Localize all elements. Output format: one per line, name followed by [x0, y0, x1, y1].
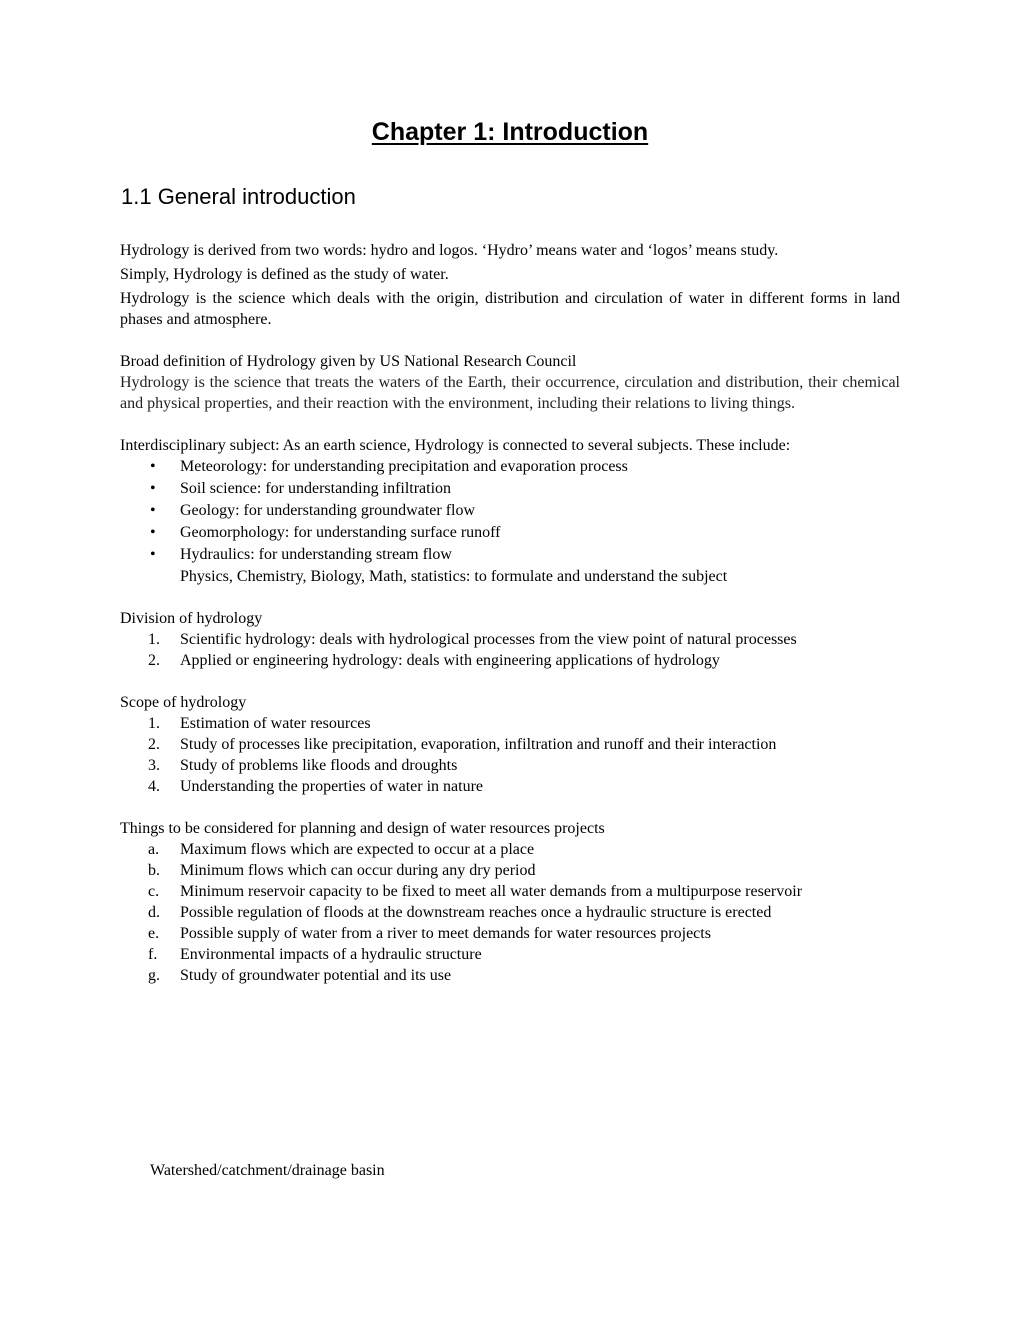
- bullet-icon: •: [150, 524, 156, 541]
- bullet-icon: •: [150, 546, 156, 563]
- list-item: 4. Understanding the properties of water in nature: [148, 778, 484, 795]
- list-item: • Hydraulics: for understanding stream flow: [120, 544, 900, 566]
- bullet-icon: •: [150, 458, 156, 475]
- scope-heading: Scope of hydrology: [120, 694, 247, 711]
- watershed-heading: Watershed/catchment/drainage basin: [150, 1162, 385, 1179]
- interdisciplinary-list: [120, 456, 900, 566]
- list-item: f. Environmental impacts of a hydraulic structure: [148, 946, 482, 963]
- planning-list: [120, 839, 900, 986]
- document-body: [120, 240, 900, 986]
- planning-heading: Things to be considered for planning and design of water resources projects: [120, 820, 605, 837]
- list-item: • Geomorphology: for understanding surface runoff: [120, 522, 900, 544]
- list-item: g. Study of groundwater potential and its use: [148, 967, 452, 984]
- intro-paragraph-1: Hydrology is derived from two words: hydro and logos. ‘Hydro’ means water and ‘logos’ means study.: [120, 242, 779, 259]
- chapter-title: Chapter 1: Introduction: [371, 118, 649, 146]
- list-item: d. Possible regulation of floods at the downstream reaches once a hydraulic structure is erected: [148, 904, 772, 921]
- list-item: • Soil science: for understanding infiltration: [120, 478, 900, 500]
- intro-paragraph-2: Simply, Hydrology is defined as the study of water.: [120, 266, 449, 283]
- interdisciplinary-continuation: Physics, Chemistry, Biology, Math, statistics: to formulate and understand the subject: [180, 568, 728, 585]
- list-item: c. Minimum reservoir capacity to be fixed to meet all water demands from a multipurpose reservoir: [148, 883, 803, 900]
- bullet-icon: •: [150, 480, 156, 497]
- list-item: a. Maximum flows which are expected to occur at a place: [148, 841, 535, 858]
- list-item: 2. Study of processes like precipitation, evaporation, infiltration and runoff and their interaction: [148, 736, 777, 753]
- scope-list: [120, 713, 900, 797]
- definition-heading: Broad definition of Hydrology given by US National Research Council: [120, 353, 577, 370]
- intro-paragraph-3: Hydrology is the science which deals with the origin, distribution and circulation of water in different forms in land phases and atmosphere.: [120, 290, 900, 328]
- list-item: b. Minimum flows which can occur during any dry period: [148, 862, 536, 879]
- section-heading: 1.1 General introduction: [121, 184, 356, 209]
- list-item: e. Possible supply of water from a river to meet demands for water resources projects: [148, 925, 711, 942]
- list-item: 1. Scientific hydrology: deals with hydrological processes from the view point of natural processes: [148, 631, 797, 648]
- list-item: 2. Applied or engineering hydrology: deals with engineering applications of hydrology: [148, 652, 720, 669]
- definition-text: Hydrology is the science that treats the waters of the Earth, their occurrence, circulation and distribution, their chemical and physical properties, and their reaction with the environment, including their relations to living things.: [120, 374, 900, 412]
- division-list: [120, 629, 900, 671]
- list-item: 3. Study of problems like floods and droughts: [148, 757, 458, 774]
- bullet-icon: •: [150, 502, 156, 519]
- division-heading: Division of hydrology: [120, 610, 263, 627]
- list-item: • Geology: for understanding groundwater flow: [120, 500, 900, 522]
- list-item: 1. Estimation of water resources: [148, 715, 371, 732]
- interdisciplinary-heading: Interdisciplinary subject: As an earth science, Hydrology is connected to several subjects. These include:: [120, 437, 791, 454]
- list-item: • Meteorology: for understanding precipitation and evaporation process: [120, 456, 900, 478]
